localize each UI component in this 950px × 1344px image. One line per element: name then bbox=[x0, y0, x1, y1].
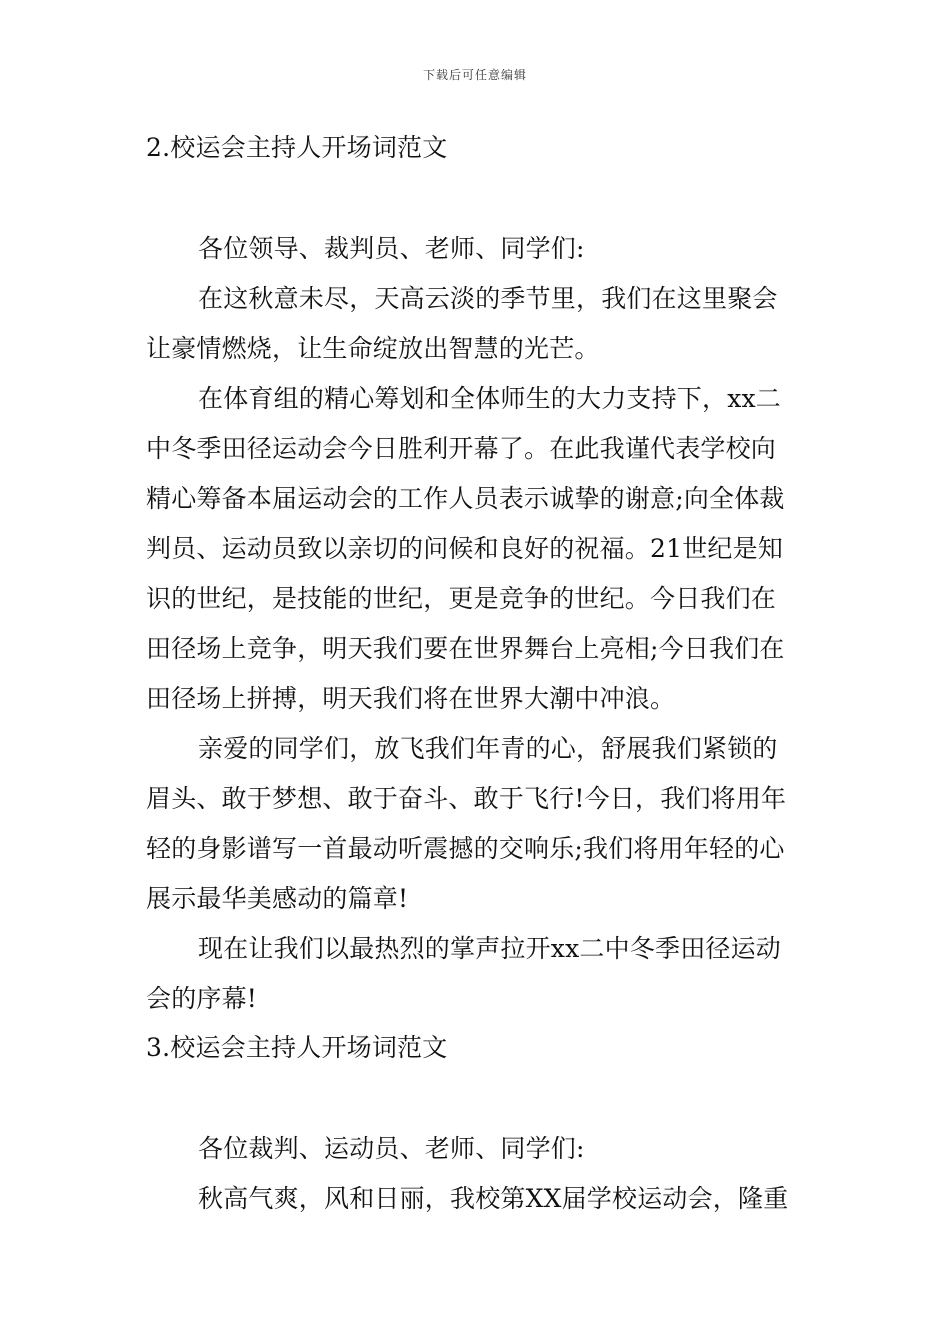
paragraph-line: 在体育组的精心筹划和全体师生的大力支持下，xx二 bbox=[198, 384, 782, 413]
paragraph-line: 田径场上拼搏，明天我们将在世界大潮中冲浪。 bbox=[146, 684, 676, 713]
paragraph-line: 现在让我们以最热烈的掌声拉开xx二中冬季田径运动 bbox=[198, 934, 782, 963]
paragraph-line: 轻的身影谱写一首最动听震撼的交响乐;我们将用年轻的心 bbox=[146, 834, 785, 863]
paragraph-line: 判员、运动员致以亲切的问候和良好的祝福。21世纪是知 bbox=[146, 534, 784, 563]
greeting-line: 各位领导、裁判员、老师、同学们: bbox=[198, 234, 585, 263]
paragraph-line: 识的世纪，是技能的世纪，更是竞争的世纪。今日我们在 bbox=[146, 584, 777, 613]
paragraph-line: 精心筹备本届运动会的工作人员表示诚挚的谢意;向全体裁 bbox=[146, 484, 785, 513]
paragraph-line: 展示最华美感动的篇章! bbox=[146, 884, 409, 913]
section-heading-3: 3.校运会主持人开场词范文 bbox=[146, 1033, 448, 1062]
paragraph-line: 眉头、敢于梦想、敢于奋斗、敢于飞行!今日，我们将用年 bbox=[146, 784, 787, 813]
paragraph-line: 会的序幕! bbox=[146, 984, 258, 1013]
page-header: 下载后可任意编辑 bbox=[422, 68, 527, 82]
paragraph-line: 亲爱的同学们，放飞我们年青的心，舒展我们紧锁的 bbox=[198, 734, 778, 763]
greeting-line: 各位裁判、运动员、老师、同学们: bbox=[198, 1134, 585, 1163]
section-heading-2: 2.校运会主持人开场词范文 bbox=[146, 133, 448, 162]
paragraph-line: 在这秋意未尽，天高云淡的季节里，我们在这里聚会 bbox=[198, 284, 778, 313]
paragraph-line: 田径场上竞争，明天我们要在世界舞台上亮相;今日我们在 bbox=[146, 634, 785, 663]
paragraph-line: 中冬季田径运动会今日胜利开幕了。在此我谨代表学校向 bbox=[146, 434, 777, 463]
paragraph-line: 秋高气爽，风和日丽，我校第XX届学校运动会，隆重 bbox=[198, 1184, 789, 1213]
paragraph-line: 让豪情燃烧，让生命绽放出智慧的光芒。 bbox=[146, 334, 600, 363]
